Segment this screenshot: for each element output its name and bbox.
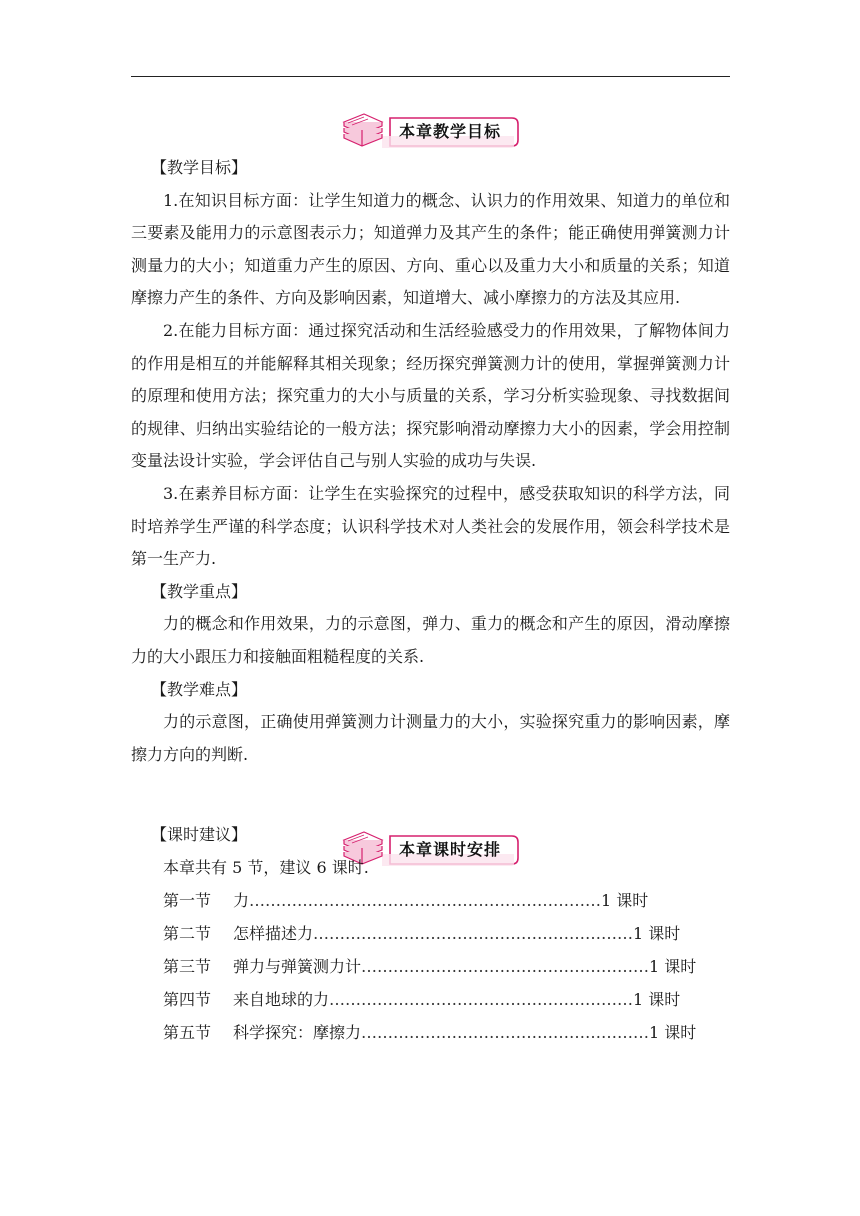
schedule-row xyxy=(131,950,730,983)
document-body xyxy=(131,152,730,1049)
schedule-section: 第四节 xyxy=(163,990,212,1010)
schedule-leader-dots: ………………………………………………………… xyxy=(249,891,602,911)
schedule-topic: 科学探究：摩擦力 xyxy=(233,1023,362,1043)
chapter-goals-banner xyxy=(342,110,520,152)
schedule-row xyxy=(131,983,730,1016)
key-points-heading: 【教学重点】 xyxy=(151,581,248,601)
schedule-topic: 力 xyxy=(233,891,250,911)
difficult-points-heading: 【教学难点】 xyxy=(151,679,248,699)
teaching-goals-heading: 【教学目标】 xyxy=(151,158,248,177)
goal-paragraph-knowledge: 1.在知识目标方面：让学生知道力的概念、认识力的作用效果、知道力的单位和三要素及能用力的示意图表示力；知道弹力及其产生的条件；能正确使用弹簧测力计测量力的大小；知道重力产生的原因、方向、重心以及重力大小和质量的关系；知道摩擦力产生的条件、方向及影响因素，知道增大、减小摩擦力的方法及其应用. xyxy=(131,190,730,308)
schedule-section: 第三节 xyxy=(163,957,212,977)
schedule-leader-dots: ……………………………………………… xyxy=(361,1023,650,1043)
schedule-topic: 来自地球的力 xyxy=(233,990,330,1010)
schedule-topic: 怎样描述力 xyxy=(233,924,314,944)
schedule-section: 第五节 xyxy=(163,1023,212,1043)
schedule-hours: 1 课时 xyxy=(601,891,649,911)
difficult-points-paragraph: 力的示意图，正确使用弹簧测力计测量力的大小，实验探究重力的影响因素，摩擦力方向的判断. xyxy=(131,712,730,764)
schedule-row xyxy=(131,1016,730,1049)
key-points-paragraph: 力的概念和作用效果，力的示意图，弹力、重力的概念和产生的原因，滑动摩擦力的大小跟压力和接触面粗糙程度的关系. xyxy=(131,614,730,666)
schedule-leader-dots: ……………………………………………… xyxy=(361,957,650,977)
schedule-section: 第一节 xyxy=(163,891,212,911)
hours-intro: 本章共有 5 节，建议 6 课时. xyxy=(163,857,369,877)
schedule-row xyxy=(131,884,730,917)
schedule-hours: 1 课时 xyxy=(633,924,681,944)
schedule-leader-dots: ………………………………………………… xyxy=(329,990,634,1010)
goal-paragraph-literacy: 3.在素养目标方面：让学生在实验探究的过程中，感受获取知识的科学方法，同时培养学生严谨的科学态度；认识科学技术对人类社会的发展作用，领会科学技术是第一生产力. xyxy=(131,483,730,569)
schedule-hours: 1 课时 xyxy=(649,957,697,977)
schedule-hours: 1 课时 xyxy=(633,990,681,1010)
banner-title: 本章课时安排 xyxy=(398,840,501,859)
banner-spacer xyxy=(131,771,730,819)
schedule-topic: 弹力与弹簧测力计 xyxy=(233,957,362,977)
top-rule xyxy=(131,76,730,77)
schedule-row xyxy=(131,917,730,950)
goal-paragraph-ability: 2.在能力目标方面：通过探究活动和生活经验感受力的作用效果，了解物体间力的作用是相互的并能解释其相关现象；经历探究弹簧测力计的使用，掌握弹簧测力计的原理和使用方法；探究重力的大小与质量的关系，学习分析实验现象、寻找数据间的规律、归纳出实验结论的一般方法；探究影响滑动摩擦力大小的因素，学会用控制变量法设计实验，学会评估自己与别人实验的成功与失误. xyxy=(131,320,730,471)
schedule-hours: 1 课时 xyxy=(649,1023,697,1043)
banner-title: 本章教学目标 xyxy=(398,122,501,141)
schedule-leader-dots: …………………………………………………… xyxy=(313,924,634,944)
schedule-section: 第二节 xyxy=(163,924,212,944)
hours-suggestion-heading: 【课时建议】 xyxy=(151,825,248,845)
